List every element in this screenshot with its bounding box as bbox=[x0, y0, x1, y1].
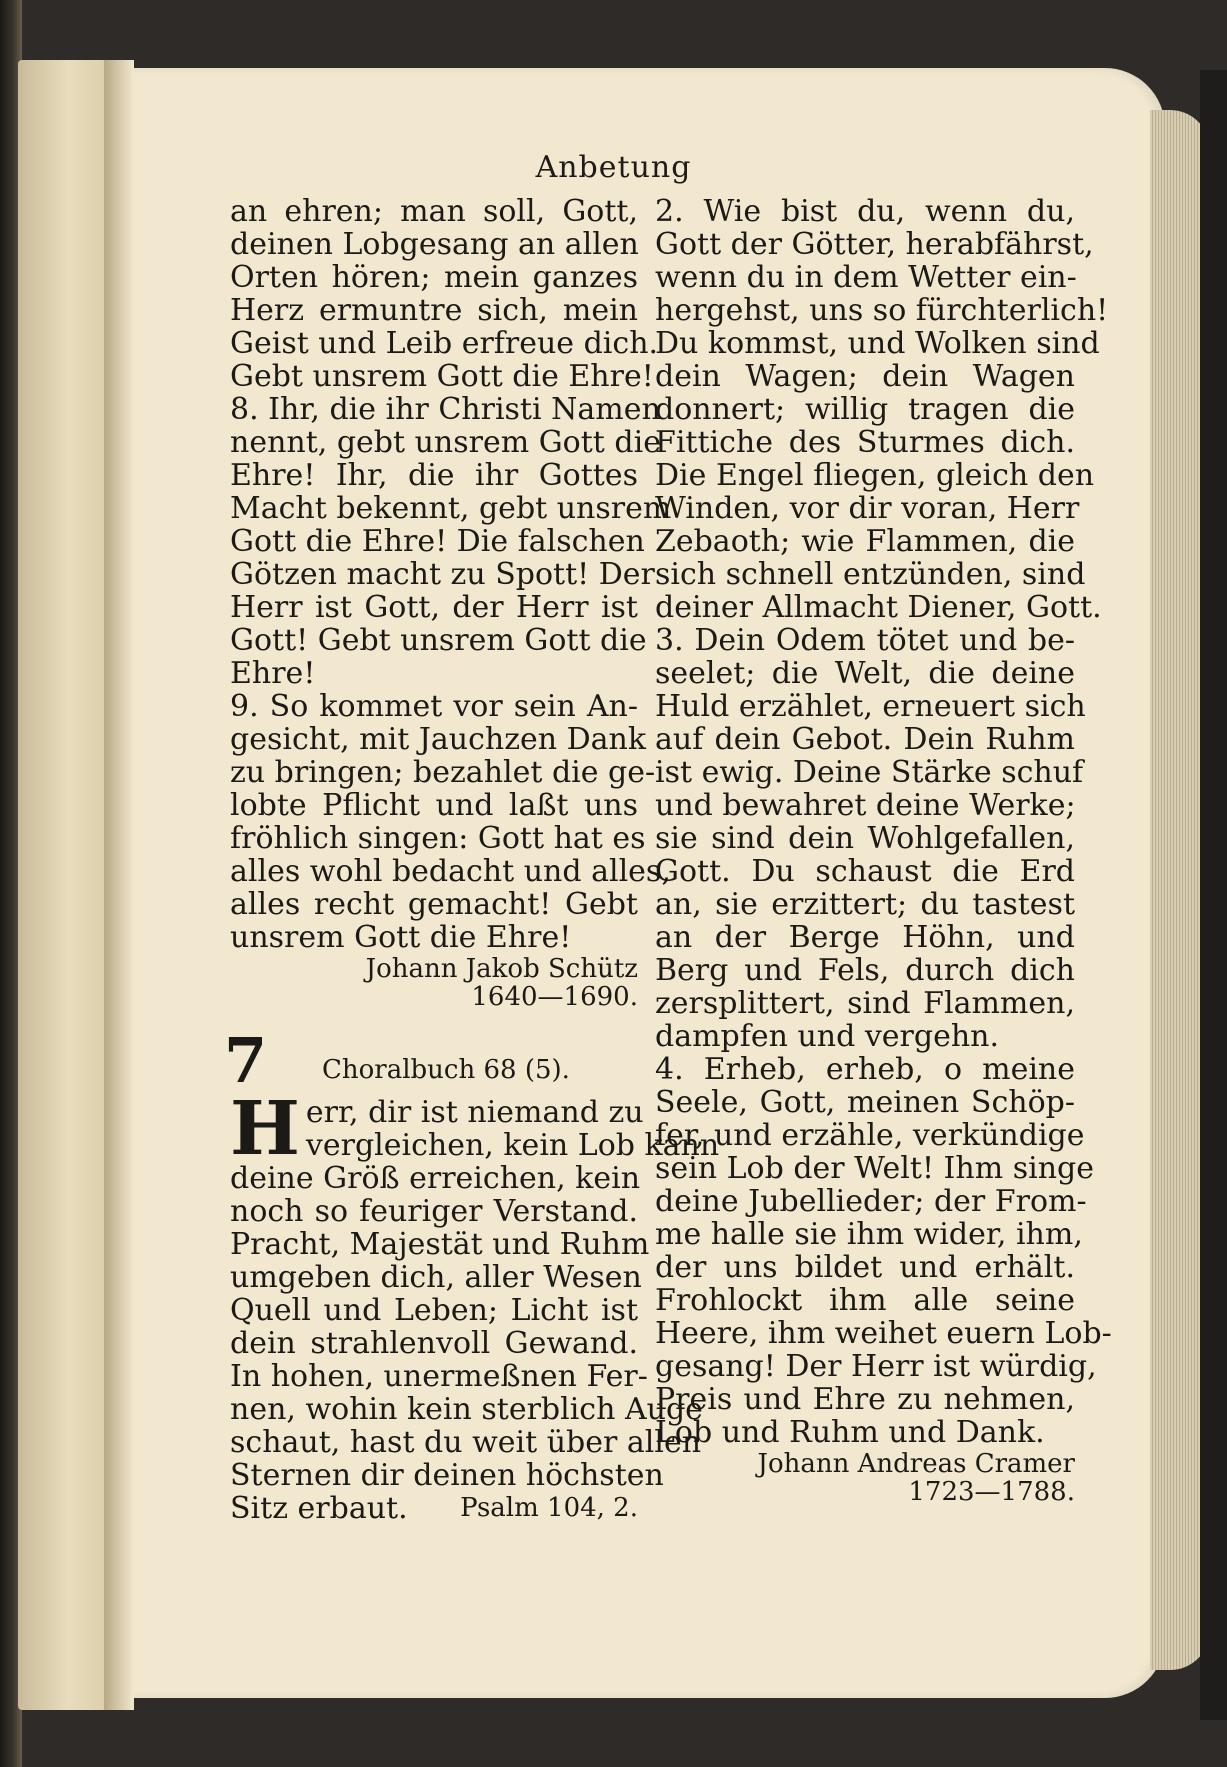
text-line: Huld erzählet, erneuert sich bbox=[655, 689, 1086, 724]
text-line: Seele, Gott, meinen Schöp- bbox=[655, 1085, 1075, 1120]
hymn-opening bbox=[230, 1086, 720, 1172]
author-cramer: Johann Andreas Cramer bbox=[757, 1449, 1075, 1479]
text-line: und bewahret deine Werke; bbox=[655, 788, 1076, 823]
text-line: 3. Dein Odem tötet und be- bbox=[655, 623, 1075, 658]
hymn-number: 7 bbox=[224, 1024, 268, 1097]
text-line: Gott die Ehre! Die falschen bbox=[230, 524, 645, 559]
hymn-last-row bbox=[230, 1492, 638, 1525]
left-text-block bbox=[230, 194, 672, 955]
text-line: nen, wohin kein sterblich Auge bbox=[230, 1392, 703, 1427]
text-line: Heere, ihm weihet euern Lob- bbox=[655, 1316, 1112, 1351]
text-line: zu bringen; bezahlet die ge- bbox=[230, 755, 656, 790]
text-line: fer, und erzähle, verkündige bbox=[655, 1118, 1085, 1153]
text-line: dein strahlenvoll Gewand. bbox=[230, 1326, 638, 1361]
text-line: Fittiche des Sturmes dich. bbox=[655, 425, 1075, 460]
hymn-heading bbox=[224, 1024, 638, 1097]
page-gutter bbox=[104, 60, 134, 1710]
text-line: Berg und Fels, durch dich bbox=[655, 953, 1075, 988]
text-line: Gott der Götter, herabfährst, bbox=[655, 227, 1094, 262]
right-column bbox=[655, 194, 1112, 1507]
text-line: Macht bekennt, gebt unsrem bbox=[230, 491, 672, 526]
text-line: noch so feuriger Verstand. bbox=[230, 1194, 638, 1229]
text-line: me halle sie ihm wider, ihm, bbox=[655, 1217, 1083, 1252]
text-line: Gebt unsrem Gott die Ehre! bbox=[230, 359, 654, 394]
text-line: Götzen macht zu Spott! Der bbox=[230, 557, 655, 592]
text-line: Orten hören; mein ganzes bbox=[230, 260, 638, 295]
text-line: fröhlich singen: Gott hat es bbox=[230, 821, 646, 856]
text-line: unsrem Gott die Ehre! bbox=[230, 920, 572, 955]
text-line: Geist und Leib erfreue dich. bbox=[230, 326, 659, 361]
text-line: gesicht, mit Jauchzen Dank bbox=[230, 722, 647, 757]
text-line: In hohen, unermeßnen Fer- bbox=[230, 1359, 648, 1394]
previous-page-edge bbox=[18, 60, 118, 1710]
text-line: Du kommst, und Wolken sind bbox=[655, 326, 1100, 361]
text-line: alles recht gemacht! Gebt bbox=[230, 887, 638, 922]
text-line: deine Größ erreichen, kein bbox=[230, 1161, 641, 1196]
text-line: Preis und Ehre zu nehmen, bbox=[655, 1382, 1075, 1417]
text-line: Lob und Ruhm und Dank. bbox=[655, 1415, 1045, 1450]
text-line: zersplittert, sind Flammen, bbox=[655, 986, 1075, 1021]
text-line: 2. Wie bist du, wenn du, bbox=[655, 194, 1075, 229]
author-schuetz: Johann Jakob Schütz bbox=[365, 954, 638, 984]
text-line: Gott. Du schaust die Erd bbox=[655, 854, 1075, 889]
text-line: sein Lob der Welt! Ihm singe bbox=[655, 1151, 1094, 1186]
hymn-reference: Choralbuch 68 (5). bbox=[322, 1055, 570, 1085]
text-line: Winden, vor dir voran, Herr bbox=[655, 491, 1080, 526]
dates-cramer: 1723—1788. bbox=[908, 1477, 1075, 1507]
text-line: schaut, hast du weit über allen bbox=[230, 1425, 702, 1460]
text-line: deine Jubellieder; der From- bbox=[655, 1184, 1087, 1219]
hymn-first-line: err, dir ist niemand zu bbox=[305, 1095, 644, 1130]
text-line: Quell und Leben; Licht ist bbox=[230, 1293, 638, 1328]
page-header: Anbetung bbox=[535, 150, 692, 185]
text-line: seelet; die Welt, die deine bbox=[655, 656, 1075, 691]
text-line: an, sie erzittert; du tastest bbox=[655, 887, 1075, 922]
text-line: gesang! Der Herr ist würdig, bbox=[655, 1349, 1097, 1384]
hymn-text-block bbox=[230, 1161, 703, 1493]
text-line: Herr ist Gott, der Herr ist bbox=[230, 590, 638, 625]
text-line: umgeben dich, aller Wesen bbox=[230, 1260, 642, 1295]
psalm-reference: Psalm 104, 2. bbox=[460, 1493, 638, 1523]
text-line: Sternen dir deinen höchsten bbox=[230, 1458, 664, 1493]
text-line: nennt, gebt unsrem Gott die bbox=[230, 425, 661, 460]
text-line: sich schnell entzünden, sind bbox=[655, 557, 1086, 592]
text-line: alles wohl bedacht und alles, bbox=[230, 854, 671, 889]
text-line: dein Wagen; dein Wagen bbox=[655, 359, 1075, 394]
left-column bbox=[224, 194, 720, 1526]
hymn-last-line: Sitz erbaut. bbox=[230, 1491, 408, 1526]
text-line: dampfen und vergehn. bbox=[655, 1019, 1000, 1054]
text-line: an ehren; man soll, Gott, bbox=[230, 194, 638, 229]
book-cover bbox=[1200, 70, 1227, 1720]
text-line: auf dein Gebot. Dein Ruhm bbox=[655, 722, 1075, 757]
text-line: sie sind dein Wohlgefallen, bbox=[655, 821, 1075, 856]
right-text-block bbox=[655, 194, 1112, 1450]
text-line: wenn du in dem Wetter ein- bbox=[655, 260, 1077, 295]
text-line: Frohlockt ihm alle seine bbox=[655, 1283, 1075, 1318]
text-line: 8. Ihr, die ihr Christi Namen bbox=[230, 392, 661, 427]
text-line: ist ewig. Deine Stärke schuf bbox=[655, 755, 1084, 790]
text-line: lobte Pflicht und laßt uns bbox=[230, 788, 638, 823]
text-line: deinen Lobgesang an allen bbox=[230, 227, 639, 262]
text-line: Gott! Gebt unsrem Gott die bbox=[230, 623, 647, 658]
text-line: Ehre! Ihr, die ihr Gottes bbox=[230, 458, 638, 493]
text-line: deiner Allmacht Diener, Gott. bbox=[655, 590, 1102, 625]
hymn-second-line: vergleichen, kein Lob kann bbox=[305, 1128, 720, 1163]
text-line: der uns bildet und erhält. bbox=[655, 1250, 1075, 1285]
text-line: an der Berge Höhn, und bbox=[655, 920, 1075, 955]
text-line: donnert; willig tragen die bbox=[655, 392, 1075, 427]
text-line: 9. So kommet vor sein An- bbox=[230, 689, 638, 724]
text-line: 4. Erheb, erheb, o meine bbox=[655, 1052, 1075, 1087]
text-line: Herz ermuntre sich, mein bbox=[230, 293, 638, 328]
drop-cap: H bbox=[230, 1086, 300, 1172]
text-line: Pracht, Majestät und Ruhm bbox=[230, 1227, 650, 1262]
dates-schuetz: 1640—1690. bbox=[471, 982, 638, 1012]
text-line: Ehre! bbox=[230, 656, 316, 691]
text-line: hergehst, uns so fürchterlich! bbox=[655, 293, 1109, 328]
text-line: Zebaoth; wie Flammen, die bbox=[655, 524, 1075, 559]
text-line: Die Engel fliegen, gleich den bbox=[655, 458, 1095, 493]
